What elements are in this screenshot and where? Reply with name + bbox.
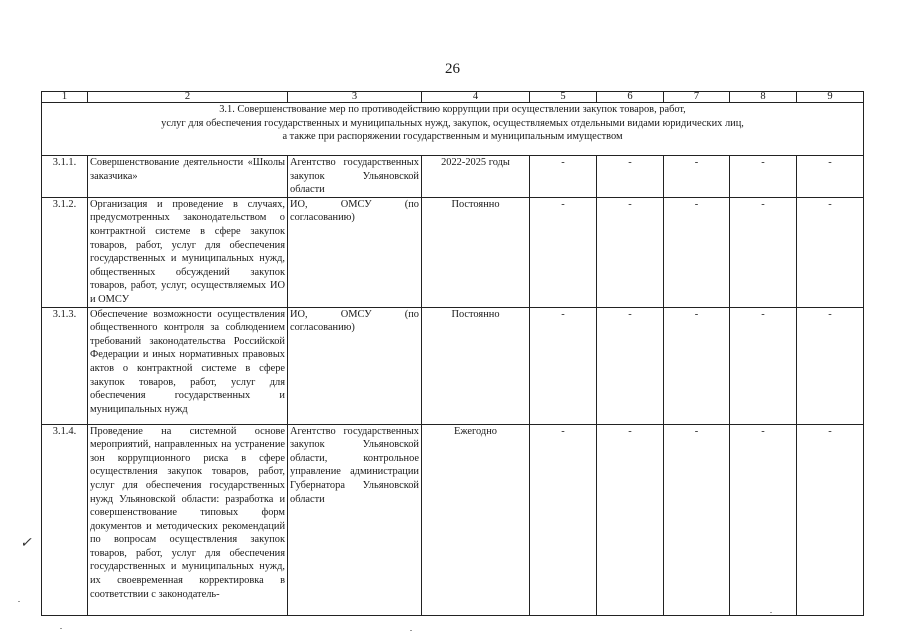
value-cell: - [664, 307, 730, 424]
scan-speck [770, 612, 772, 613]
value-cell: - [797, 197, 864, 307]
item-number: 3.1.3. [42, 307, 88, 424]
section-heading [42, 103, 864, 156]
measure-text: Проведение на системной основе мероприятий, направленных на устранение зон коррупционного риска в сфере осуществления закупок товаров, работ, услуг для обеспечения государственных нужд Ульяновской области: разработка и совершенствование типовых форм документов и методических рекомендаций по вопросам осуществления закупок товаров, работ, услуг для обеспечения государственных и муниципальных нужд, их своевременная корректировка в соответствии с законодатель- [88, 424, 288, 615]
measure-text: Совершенствование деятельности «Школы заказчика» [88, 156, 288, 198]
value-cell: - [530, 307, 597, 424]
column-number: 4 [422, 92, 530, 103]
executor-text: Агентство государственных закупок Ульяновской области, контрольное управление администрации Губернатора Ульяновской области [288, 424, 422, 615]
item-number: 3.1.2. [42, 197, 88, 307]
table-row [42, 307, 864, 424]
scan-speck [60, 628, 62, 629]
value-cell: - [797, 156, 864, 198]
column-number: 6 [597, 92, 664, 103]
scan-speck [18, 601, 20, 602]
value-cell: - [530, 197, 597, 307]
value-cell: - [730, 424, 797, 615]
column-number: 8 [730, 92, 797, 103]
term-text: Постоянно [422, 307, 530, 424]
value-cell: - [664, 156, 730, 198]
section-heading-row [42, 103, 864, 156]
value-cell: - [597, 197, 664, 307]
section-heading-line: услуг для обеспечения государственных и муниципальных нужд, закупок, осуществляемых отдельными видами юридических лиц, [161, 117, 744, 129]
section-heading-line: 3.1. Совершенствование мер по противодействию коррупции при осуществлении закупок товаров, работ, [219, 104, 686, 115]
executor-text: ИО, ОМСУ (по согласованию) [288, 307, 422, 424]
value-cell: - [730, 307, 797, 424]
value-cell: - [664, 424, 730, 615]
term-text: Постоянно [422, 197, 530, 307]
value-cell: - [730, 197, 797, 307]
value-cell: - [597, 307, 664, 424]
measures-table [41, 91, 864, 616]
executor-text: Агентство государственных закупок Ульяновской области [288, 156, 422, 198]
table-row [42, 197, 864, 307]
value-cell: - [530, 424, 597, 615]
column-number: 9 [797, 92, 864, 103]
term-text: 2022-2025 годы [422, 156, 530, 198]
item-number: 3.1.1. [42, 156, 88, 198]
item-number: 3.1.4. [42, 424, 88, 615]
margin-pen-mark: ✓ [20, 536, 32, 551]
value-cell: - [730, 156, 797, 198]
executor-text: ИО, ОМСУ (по согласованию) [288, 197, 422, 307]
column-number: 3 [288, 92, 422, 103]
measure-text: Организация и проведение в случаях, предусмотренных законодательством о контрактной системе в сфере закупок товаров, работ, услуг для обеспечения государственных и муниципальных нужд, общественных обсуждений закупок товаров, работ, услуг, осуществляемых ИО и ОМСУ [88, 197, 288, 307]
scan-speck [410, 630, 412, 631]
measure-text: Обеспечение возможности осуществления общественного контроля за соблюдением требований законодательства Российской Федерации и иных нормативных правовых актов о контрактной системе в сфере закупок товаров, работ, услуг для обеспечения государственных и муниципальных нужд [88, 307, 288, 424]
value-cell: - [530, 156, 597, 198]
section-heading-line: а также при распоряжении государственным и муниципальным имуществом [282, 131, 623, 143]
column-number: 2 [88, 92, 288, 103]
value-cell: - [797, 424, 864, 615]
page-number: 26 [445, 61, 460, 77]
value-cell: - [597, 424, 664, 615]
table-row [42, 424, 864, 615]
column-number: 5 [530, 92, 597, 103]
value-cell: - [597, 156, 664, 198]
column-number-row [42, 92, 864, 103]
value-cell: - [664, 197, 730, 307]
column-number: 7 [664, 92, 730, 103]
column-number: 1 [42, 92, 88, 103]
term-text: Ежегодно [422, 424, 530, 615]
table-row [42, 156, 864, 198]
value-cell: - [797, 307, 864, 424]
